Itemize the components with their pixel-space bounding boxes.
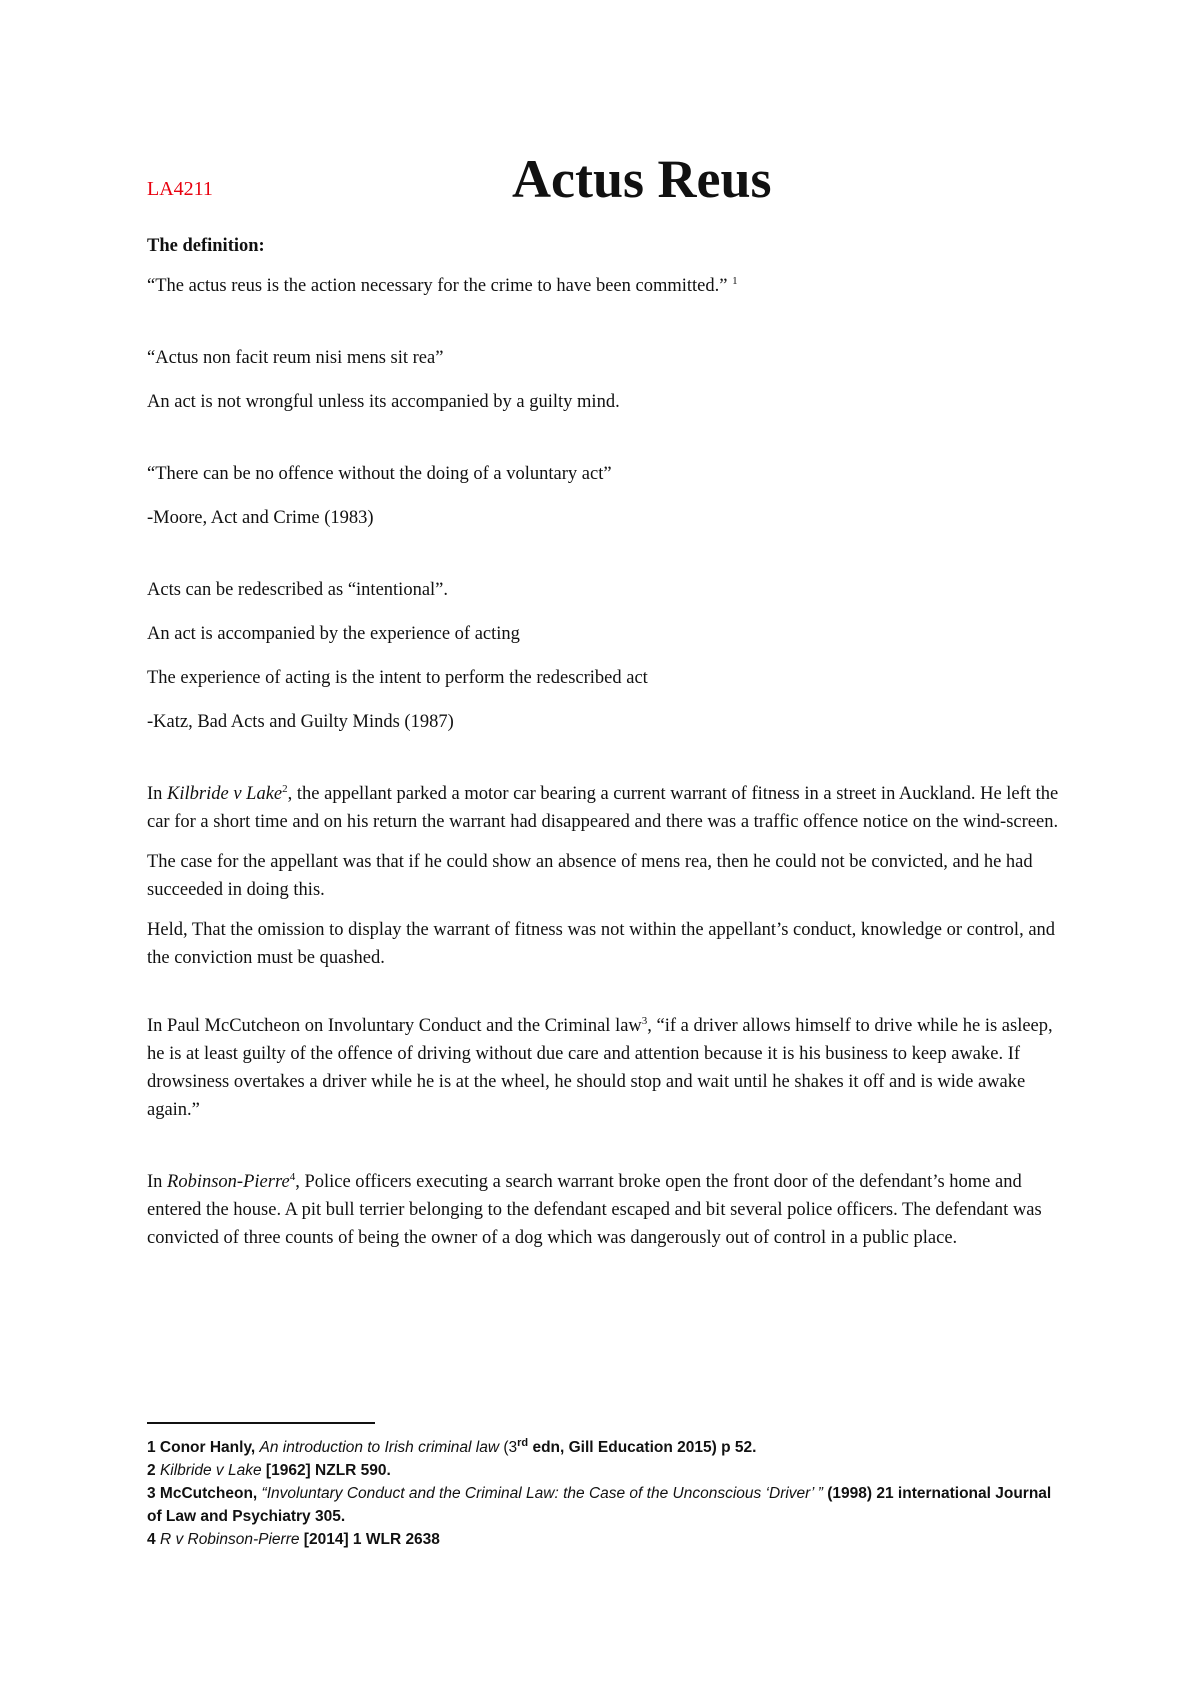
kilbride-held: Held, That the omission to display the warrant of fitness was not within the appellant’s conduct, knowledge or control, and the conviction must be quashed.	[147, 920, 1056, 968]
robinson-paragraph	[147, 1168, 1062, 1252]
footnote-citation: [2014] 1 WLR 2638	[299, 1531, 440, 1548]
footnote-separator	[147, 1422, 375, 1424]
robinson-text: , Police officers executing a search warrant broke open the front door of the defendant’s home and entered the house. A pit bull terrier belonging to the defendant escaped and bit several police officers. The defendant was convicted of three counts of being the owner of a dog which was dangerously out of control in a public place.	[147, 1172, 1042, 1248]
footnote-citation: (1998) 21 international Journal of Law and Psychiatry 305.	[147, 1485, 1052, 1525]
robinson-case-name: Robinson-Pierre	[167, 1172, 290, 1192]
footnote-ref-3[interactable]: 3	[641, 1014, 648, 1027]
course-code: LA4211	[147, 178, 213, 200]
footnote-3	[147, 1482, 1062, 1528]
mccutcheon-paragraph	[147, 1012, 1062, 1124]
katz-line-2: An act is accompanied by the experience of acting	[147, 624, 520, 644]
footnote-case-name: Kilbride v Lake	[159, 1462, 262, 1479]
document-title: Actus Reus	[512, 149, 772, 209]
moore-source: -Moore, Act and Crime (1983)	[147, 508, 374, 528]
footnotes	[147, 1436, 1062, 1551]
robinson-intro: In	[147, 1172, 168, 1192]
footnote-publisher: edn, Gill Education 2015) p 52.	[528, 1439, 757, 1456]
katz-line-1: Acts can be redescribed as “intentional”.	[147, 580, 449, 600]
footnote-edition: (3	[499, 1439, 518, 1456]
footnote-2	[147, 1459, 1062, 1482]
kilbride-case-name: Kilbride v Lake	[167, 784, 283, 804]
definition-quote	[147, 272, 1062, 300]
footnote-number: 4	[147, 1531, 156, 1548]
footnote-ref-1[interactable]: 1	[732, 274, 738, 287]
katz-line-3: The experience of acting is the intent to perform the redescribed act	[147, 668, 648, 688]
document-header	[147, 148, 1067, 228]
footnote-ref-2[interactable]: 2	[282, 782, 288, 795]
katz-source: -Katz, Bad Acts and Guilty Minds (1987)	[147, 712, 454, 732]
kilbride-appellant-case: The case for the appellant was that if he could show an absence of mens rea, then he could not be convicted, and he had succeeded in doing this.	[147, 852, 1033, 900]
definition-heading: The definition:	[147, 236, 265, 256]
footnote-author: Conor Hanly,	[155, 1439, 260, 1456]
kilbride-intro: In	[147, 784, 168, 804]
footnote-article-title: “Involuntary Conduct and the Criminal Law: the Case of the Unconscious ‘Driver’ ”	[261, 1485, 823, 1502]
moore-quote: “There can be no offence without the doing of a voluntary act”	[147, 464, 612, 484]
definition-quote-text: “The actus reus is the action necessary for the crime to have been committed.”	[147, 276, 728, 296]
footnote-number: 2	[147, 1462, 156, 1479]
kilbride-text: , the appellant parked a motor car bearing a current warrant of fitness in a street in Auckland. He left the car for a short time and on his return the warrant had disappeared and there was a traffic offence notice on the wind-screen.	[147, 784, 1059, 832]
footnote-number: 3	[147, 1485, 156, 1502]
footnote-author: McCutcheon,	[155, 1485, 262, 1502]
footnote-edition-suffix: rd	[517, 1436, 529, 1449]
footnote-ref-4[interactable]: 4	[289, 1170, 296, 1183]
footnote-work-title: An introduction to Irish criminal law	[259, 1439, 500, 1456]
footnote-number: 1	[147, 1439, 156, 1456]
mccutcheon-text: , “if a driver allows himself to drive while he is asleep, he is at least guilty of the offence of driving without due care and attention because it is his business to keep awake. If drowsiness overtakes a driver while he is at the wheel, he should stop and wait until he shakes it off and is wide awake again.”	[147, 1016, 1053, 1120]
latin-maxim: “Actus non facit reum nisi mens sit rea”	[147, 348, 444, 368]
document-body	[147, 232, 1062, 1268]
footnote-case-name: R v Robinson-Pierre	[159, 1531, 300, 1548]
mccutcheon-intro: In Paul McCutcheon on Involuntary Conduct and the Criminal law	[147, 1016, 642, 1036]
footnote-1	[147, 1436, 1062, 1459]
kilbride-paragraph	[147, 780, 1062, 836]
maxim-translation: An act is not wrongful unless its accompanied by a guilty mind.	[147, 392, 620, 412]
footnote-4	[147, 1528, 1062, 1551]
footnote-citation: [1962] NZLR 590.	[261, 1462, 391, 1479]
